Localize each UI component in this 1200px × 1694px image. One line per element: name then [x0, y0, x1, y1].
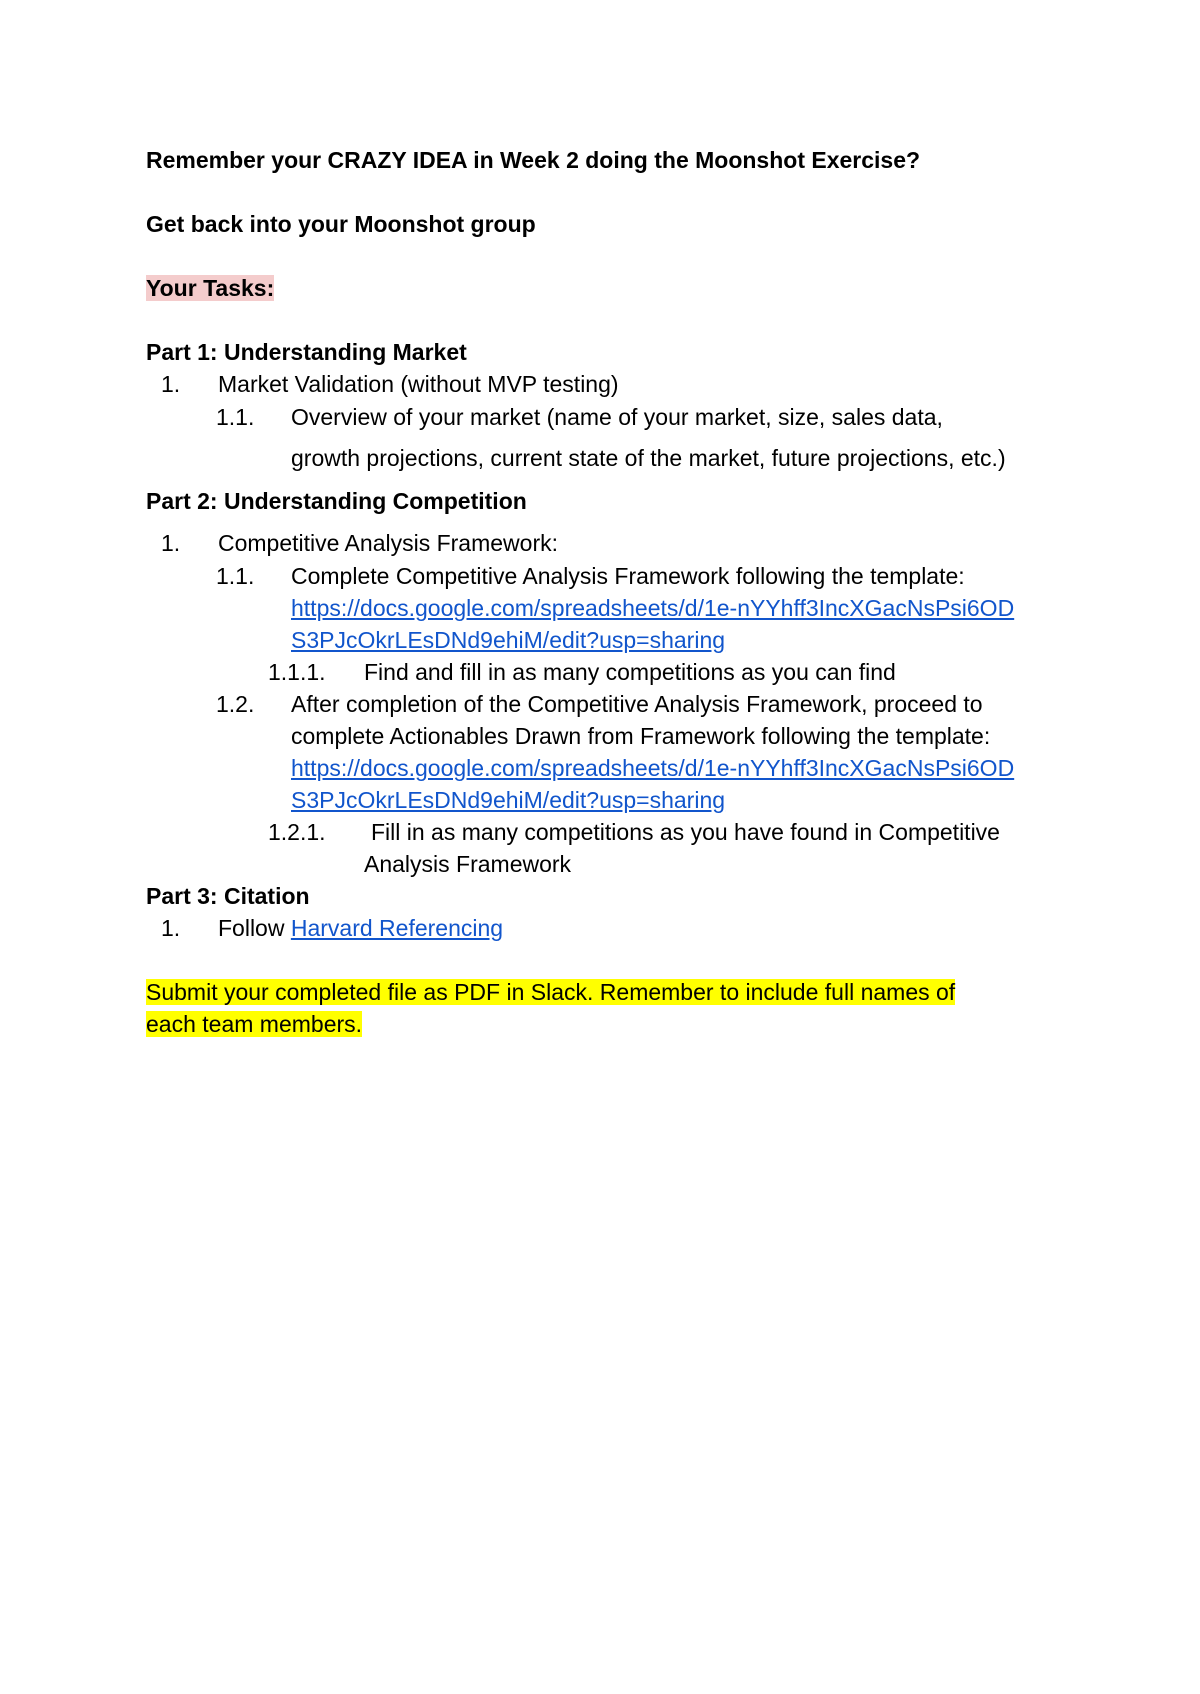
part3-item1 [218, 913, 503, 943]
part2-item12-number: 1.2. [216, 691, 255, 717]
part1-item1-number: 1. [161, 371, 181, 397]
tasks-label [146, 273, 274, 303]
submit-note-text1: Submit your completed file as PDF in Slack. Remember to include full names of [146, 979, 956, 1005]
heading-moonshot-group: Get back into your Moonshot group [146, 211, 536, 237]
part3-item1-prefix: Follow [218, 915, 285, 941]
part2-item11-number: 1.1. [216, 563, 255, 589]
part1-item1-text: Market Validation (without MVP testing) [218, 371, 619, 397]
heading-crazy-idea: Remember your CRAZY IDEA in Week 2 doing the Moonshot Exercise? [146, 147, 921, 173]
part2-title: Part 2: Understanding Competition [146, 488, 527, 514]
part2-item12-line2: complete Actionables Drawn from Framework following the template: [291, 723, 991, 749]
template-link-2-line1[interactable] [291, 753, 1014, 783]
template-link-2-line2[interactable] [291, 785, 725, 815]
harvard-referencing-link[interactable]: Harvard Referencing [290, 915, 504, 941]
template-link-1b[interactable]: S3PJcOkrLEsDNd9ehiM/edit?usp=sharing [291, 627, 726, 653]
part1-item11-line1: Overview of your market (name of your market, size, sales data, [291, 404, 943, 430]
part3-title: Part 3: Citation [146, 883, 310, 909]
part2-item1-number: 1. [161, 530, 181, 556]
part2-item12-line1: After completion of the Competitive Analysis Framework, proceed to [291, 691, 983, 717]
template-link-1a[interactable]: https://docs.google.com/spreadsheets/d/1e-nYYhff3IncXGacNsPsi6OD [291, 595, 1015, 621]
part1-item11-line2: growth projections, current state of the market, future projections, etc.) [291, 445, 1006, 471]
part2-item111-number: 1.1.1. [268, 659, 326, 685]
submit-note-text2: each team members. [146, 1011, 363, 1037]
submit-note-line1 [146, 977, 955, 1007]
part1-title: Part 1: Understanding Market [146, 339, 467, 365]
part2-item121-line2: Analysis Framework [364, 851, 572, 877]
template-link-2a[interactable]: https://docs.google.com/spreadsheets/d/1e-nYYhff3IncXGacNsPsi6OD [291, 755, 1015, 781]
submit-note-line2 [146, 1009, 362, 1039]
template-link-1-line2[interactable] [291, 625, 725, 655]
template-link-1-line1[interactable] [291, 593, 1014, 623]
part2-item111-text: Find and fill in as many competitions as you can find [364, 659, 896, 685]
part2-item11-text: Complete Competitive Analysis Framework following the template: [291, 563, 965, 589]
tasks-label-text: Your Tasks: [146, 275, 275, 301]
part2-item1-text: Competitive Analysis Framework: [218, 530, 558, 556]
part1-item11-number: 1.1. [216, 404, 255, 430]
part3-item1-number: 1. [161, 915, 181, 941]
part2-item121-number: 1.2.1. [268, 819, 326, 845]
part2-item121-line1: Fill in as many competitions as you have found in Competitive [371, 819, 1000, 845]
template-link-2b[interactable]: S3PJcOkrLEsDNd9ehiM/edit?usp=sharing [291, 787, 726, 813]
